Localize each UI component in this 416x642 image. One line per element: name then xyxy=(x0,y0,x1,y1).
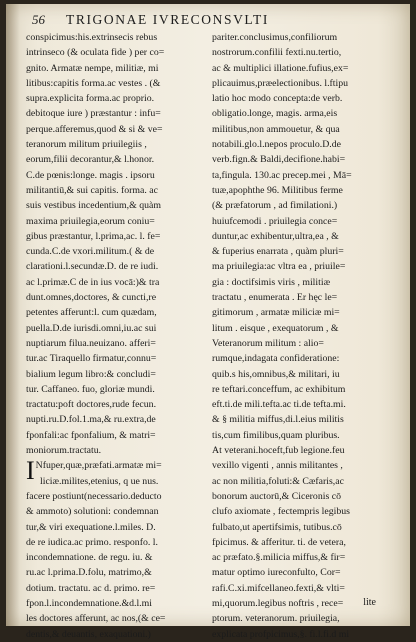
text-line: dunt.omnes,doctores, & cuncti,re xyxy=(26,292,157,304)
drop-cap-letter: I xyxy=(26,456,35,486)
text-line: suis vestibus incedentium,& quàm xyxy=(26,200,161,212)
text-line: les doctores afferunt, ac nos,(& ce= xyxy=(26,613,166,625)
text-line: petentes afferunt:l. cum quædam, xyxy=(26,307,157,319)
text-line: intrinseco (& oculata fide ) per co= xyxy=(26,47,165,59)
text-line: clarationi.l.secundæ.D. de re iudi. xyxy=(26,261,159,273)
text-line: tur.ac Tiraquello firmatur,connu= xyxy=(26,353,157,365)
text-line: duntur,ac exhibentur,ultra,ea , & xyxy=(212,230,339,242)
text-line: incondemnatione. de regu. iu. & xyxy=(26,552,153,564)
left-text-column xyxy=(26,30,206,642)
text-line: de re iudica.ac primo. responfo. l. xyxy=(26,536,158,548)
text-line: rafi.C.xi.mifcellaneo.fexti,& vlti= xyxy=(212,582,345,594)
text-line: plicauimus,præelectionibus. l.ftipu xyxy=(212,77,349,89)
text-line: nostrorum.confilii fexti.nu.tertio, xyxy=(212,47,342,59)
text-line: ac l.primæ.C de in ius vocā:)& tra xyxy=(26,276,160,288)
book-page xyxy=(6,4,410,640)
text-line: & § militia miffus,di.l.eius militis xyxy=(212,414,344,426)
text-line: ru.ac l.prima.D.folu, matrimo,& xyxy=(26,567,152,579)
text-line: ac præfato.§.milicia miffus,& fir= xyxy=(212,552,346,564)
text-line: bialium legum libro:& concludi= xyxy=(26,368,156,380)
text-line: moniorum.tractatu. xyxy=(26,445,102,457)
text-line: cunda.C.de vxori.militum.( & de xyxy=(26,246,155,258)
text-line: tur. Caffaneo. fuo, gloriæ mundi. xyxy=(26,383,155,395)
text-line: dentis,& deuantis, exaquationi.) xyxy=(26,628,151,640)
text-line: fulbato,ut apertifsimis, tutibus.cō xyxy=(212,521,342,533)
text-line: maxima priuilegia,eorum coniu= xyxy=(26,215,155,227)
text-line: gia : doctifsimis viris , militiæ xyxy=(212,276,331,288)
text-line: quib.s his,omnibus,& militari, iu xyxy=(212,368,340,380)
page-number: 56 xyxy=(32,12,45,27)
running-title: TRIGONAE IVRECONSVLTI xyxy=(66,12,269,27)
text-line: gnito. Armatæ nempe, militiæ, mi xyxy=(26,62,159,74)
text-line: facere postiunt(necessario.deducto xyxy=(26,490,162,502)
text-line: eft.ti.de mili.tefta.ac ti.de tefta.mi. xyxy=(212,399,346,411)
text-line: teranorum militum priuilegiis , xyxy=(26,139,147,151)
text-line: militantiū,& sui capitis. forma. ac xyxy=(26,184,158,196)
catchword: lite xyxy=(363,597,376,608)
text-line: litum . eisque , exequatorum , & xyxy=(212,322,339,334)
dropcap-text-line xyxy=(26,474,206,489)
text-line: dotium. tractatu. ac d. primo. re= xyxy=(26,582,156,594)
text-line: tis,cum fimilibus,quam pluribus. xyxy=(212,429,340,441)
text-line: litibus:capitis forma.ac vestes . (& xyxy=(26,77,161,89)
text-line: pariter.conclusimus,confiliorum xyxy=(212,32,338,43)
text-line: bonorum auctorū,& Ciceronis cō xyxy=(212,490,341,502)
text-line: obligatio.longe, magis. arma,eis xyxy=(212,108,338,120)
text-line: supra.explicita forma.ac proprio. xyxy=(26,93,155,105)
text-line: tractatu , enumerata . Er hęc le= xyxy=(212,292,338,304)
text-line: liciæ.milites,etenius, q ue nus. xyxy=(40,475,159,487)
text-line: gibus præstantur, l.prima,ac. l. fe= xyxy=(26,230,161,242)
text-line: latio hoc modo concepta:de verb. xyxy=(212,93,343,105)
text-line: At veterani.hoceft,fub legione.feu xyxy=(212,445,345,457)
text-line: notabili.glo.l.nepos proculo.D.de xyxy=(212,139,341,151)
right-text-column xyxy=(212,30,392,642)
text-line: vexillo vigenti , annis militantes , xyxy=(212,460,343,472)
text-line: militibus,non ammouetur, & qua xyxy=(212,123,340,135)
text-line: nupti.ru.D.fol.1.ma,& ru.extra,de xyxy=(26,414,156,426)
text-line: & fuperius enarrata , quàm pluri= xyxy=(212,246,344,258)
gutter-shadow xyxy=(6,4,20,626)
text-line: eorum,filii decorantur,& l.honor. xyxy=(26,154,155,166)
text-line: ta,fingula. 130.ac precep.mei , Mā= xyxy=(212,169,352,181)
text-line: tur,& viri exequatione.l.miles. D. xyxy=(26,521,156,533)
text-line: re teftari.conceffum, ac exhibitum xyxy=(212,383,346,395)
text-line: tractatu:poft doctores,rude fecun. xyxy=(26,399,157,411)
text-line: ac non militia,foluti:& Cæfaris,ac xyxy=(212,475,344,487)
text-line: clufo axiomate , fectempris legibus xyxy=(212,506,350,518)
text-line: gitimorum , armatæ miliciæ mi= xyxy=(212,307,340,319)
text-line: mi,quorum.legibus noftris , rece= xyxy=(212,597,344,609)
text-line: tuæ,apophthe 96. Militibus ferme xyxy=(212,184,343,196)
text-line: ac & multiplici illatione.fufius,ex= xyxy=(212,62,349,74)
text-line: C.de pœnis:longe. magis . ipsoru xyxy=(26,169,155,181)
text-line: rumque,indagata confideratione: xyxy=(212,353,340,365)
text-line: perque.afferemus,quod & si & ve= xyxy=(26,123,163,135)
text-line: fpon.l.incondemnatione.&d.l.mi xyxy=(26,597,152,609)
text-line: ma priuilegia:ac vltra ea , priuile= xyxy=(212,261,346,273)
text-line: (& præfatorum , ad fimilationi.) xyxy=(212,200,338,212)
text-line: verb.fign.& Baldi,decifione.habi= xyxy=(212,154,346,166)
text-line: debitoque iure ) præstantur : infu= xyxy=(26,108,161,120)
text-line: fpicimus. & afferitur. ti. de vetera, xyxy=(212,536,346,548)
text-line: ptorum. veteranorum. priuilegia, xyxy=(212,613,340,625)
text-line: fponfali:ac fponfalium, & matri= xyxy=(26,429,156,441)
text-line: explicata profpicimus,§. fi.l.fi.d mi xyxy=(212,628,350,640)
text-line: & ammoto) solutioni: condemnan xyxy=(26,506,159,518)
text-line: huiufcemodi . priuilegia conce= xyxy=(212,215,338,227)
text-line: conspicimus:his.extrinsecis rebus xyxy=(26,32,158,43)
text-line: nuptiarum filua.neuizano. afferi= xyxy=(26,337,156,349)
text-line: Nfuper,quæ,præfati.armatæ mi= xyxy=(35,460,162,472)
text-line: matur optimo iureconfulto, Cor= xyxy=(212,567,341,579)
text-line: Veteranorum militum : alio= xyxy=(212,337,324,349)
text-line: puella.D.de iurisdi.omni,iu.ac sui xyxy=(26,322,157,334)
